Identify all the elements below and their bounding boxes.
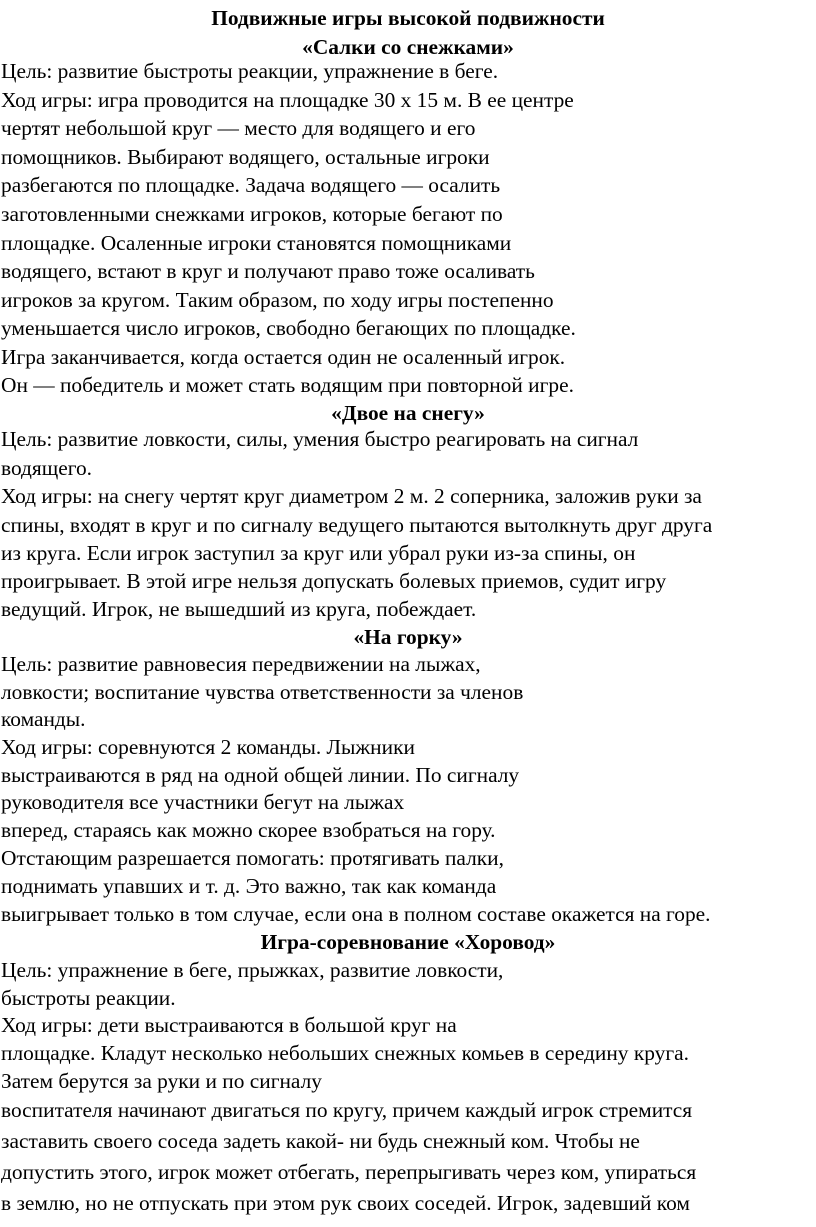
body-line: быстроты реакции. bbox=[1, 986, 176, 1010]
body-line: чертят небольшой круг — место для водящего и его bbox=[1, 116, 476, 140]
body-line: допустить этого, игрок может отбегать, перепрыгивать через ком, упираться bbox=[1, 1160, 697, 1184]
body-line: Затем берутся за руки и по сигналу bbox=[1, 1069, 322, 1093]
body-line: площадке. Осаленные игроки становятся помощниками bbox=[1, 231, 512, 255]
body-line: воспитателя начинают двигаться по кругу, причем каждый игрок стремится bbox=[1, 1098, 693, 1122]
body-line: спины, входят в круг и по сигналу ведущего пытаются вытолкнуть друг друга bbox=[1, 513, 713, 537]
body-line: Ход игры: на снегу чертят круг диаметром 2 м. 2 соперника, заложив руки за bbox=[1, 484, 702, 508]
game-title: Игра-соревнование «Хоровод» bbox=[260, 930, 556, 954]
body-line: команды. bbox=[1, 707, 86, 731]
body-line: площадке. Кладут несколько небольших снежных комьев в середину круга. bbox=[1, 1041, 689, 1065]
body-line: Отстающим разрешается помогать: протягивать палки, bbox=[1, 846, 504, 870]
game-title: «На горку» bbox=[353, 625, 463, 649]
goal-line: Цель: развитие равновесия передвижении на лыжах, bbox=[1, 652, 481, 676]
body-line: выстраиваются в ряд на одной общей линии. По сигналу bbox=[1, 763, 520, 787]
body-line: Ход игры: соревнуются 2 команды. Лыжники bbox=[1, 735, 415, 759]
body-line: Он — победитель и может стать водящим при повторной игре. bbox=[1, 373, 574, 397]
game-title: «Двое на снегу» bbox=[331, 401, 485, 425]
body-line: игроков за кругом. Таким образом, по ходу игры постепенно bbox=[1, 288, 554, 312]
body-line: водящего, встают в круг и получают право тоже осаливать bbox=[1, 259, 535, 283]
body-line: ловкости; воспитание чувства ответственности за членов bbox=[1, 680, 524, 704]
body-line: ведущий. Игрок, не вышедший из круга, побеждает. bbox=[1, 597, 477, 621]
body-line: Игра заканчивается, когда остается один не осаленный игрок. bbox=[1, 345, 566, 369]
game-title: «Салки со снежками» bbox=[302, 35, 514, 59]
body-line: водящего. bbox=[1, 456, 93, 480]
goal-line: Цель: развитие быстроты реакции, упражнение в беге. bbox=[1, 59, 499, 83]
body-line: руководителя все участники бегут на лыжах bbox=[1, 790, 405, 814]
body-line: в землю, но не отпускать при этом рук своих соседей. Игрок, задевший ком bbox=[1, 1191, 690, 1215]
goal-line: Цель: упражнение в беге, прыжках, развитие ловкости, bbox=[1, 958, 504, 982]
body-line: поднимать упавших и т. д. Это важно, так как команда bbox=[1, 874, 497, 898]
body-line: помощников. Выбирают водящего, остальные игроки bbox=[1, 145, 490, 169]
body-line: Ход игры: дети выстраиваются в большой круг на bbox=[1, 1013, 457, 1037]
body-line: заставить своего соседа задеть какой- ни будь снежный ком. Чтобы не bbox=[1, 1129, 640, 1153]
body-line: вперед, стараясь как можно скорее взобраться на гору. bbox=[1, 818, 496, 842]
goal-line: Цель: развитие ловкости, силы, умения быстро реагировать на сигнал bbox=[1, 427, 639, 451]
body-line: уменьшается число игроков, свободно бегающих по площадке. bbox=[1, 316, 576, 340]
body-line: заготовленными снежками игроков, которые бегают по bbox=[1, 202, 503, 226]
body-line: разбегаются по площадке. Задача водящего — осалить bbox=[1, 173, 501, 197]
body-line: Ход игры: игра проводится на площадке 30 х 15 м. В ее центре bbox=[1, 88, 574, 112]
body-line: из круга. Если игрок заступил за круг или убрал руки из-за спины, он bbox=[1, 541, 636, 565]
body-line: проигрывает. В этой игре нельзя допускать болевых приемов, судит игру bbox=[1, 569, 667, 593]
body-line: выигрывает только в том случае, если она в полном составе окажется на горе. bbox=[1, 902, 711, 926]
section-heading: Подвижные игры высокой подвижности bbox=[211, 6, 605, 30]
